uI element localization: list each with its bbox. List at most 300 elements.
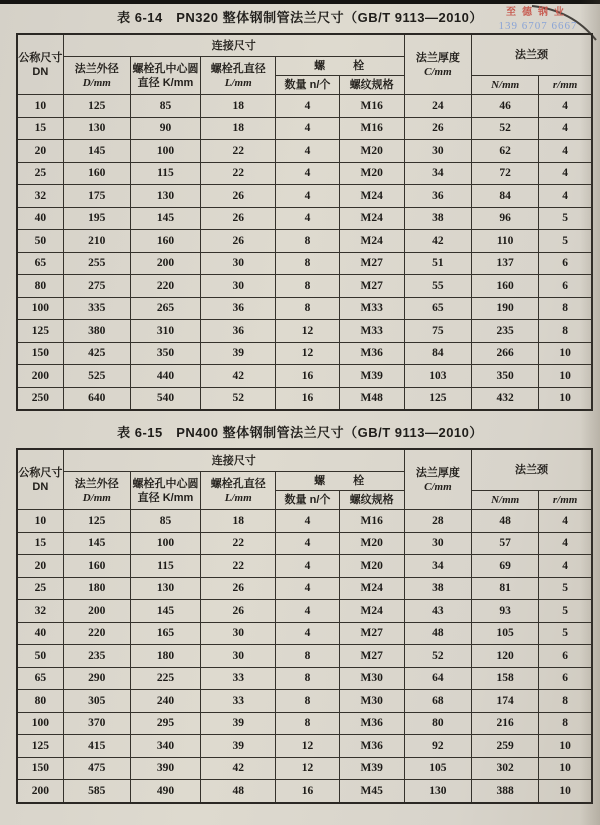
table-cell: 525 [63, 365, 130, 388]
table-row [17, 162, 592, 185]
table-cell: 22 [201, 555, 276, 578]
col-header-bolt-count: 数量 n/个 [276, 76, 339, 95]
table-row [17, 365, 592, 388]
header-d-symbol: D/mm [82, 491, 111, 504]
table-header [17, 34, 592, 95]
table-cell: 65 [17, 667, 63, 690]
table-cell: 10 [17, 95, 63, 118]
table-cell: M27 [339, 622, 404, 645]
header-dn-symbol: DN [32, 65, 49, 78]
table-cell: 4 [276, 140, 339, 163]
table-cell: 100 [130, 140, 200, 163]
col-header-bolt-group: 螺 栓 [276, 57, 404, 76]
col-header-neck-n: N/mm [472, 491, 539, 510]
table-cell: M16 [339, 510, 404, 533]
col-header-nominal-size [17, 449, 63, 510]
table-cell: 85 [130, 510, 200, 533]
table-cell: 96 [472, 207, 539, 230]
table-cell: 440 [130, 365, 200, 388]
col-header-thread-spec: 螺纹规格 [339, 491, 404, 510]
table-cell: 130 [130, 185, 200, 208]
table-cell: 48 [404, 622, 471, 645]
table-cell: 4 [276, 510, 339, 533]
table-cell: 145 [63, 140, 130, 163]
table-cell: M33 [339, 297, 404, 320]
col-header-bolt-count: 数量 n/个 [276, 491, 339, 510]
table-cell: 8 [276, 230, 339, 253]
table-cell: 34 [404, 555, 471, 578]
table-cell: 137 [472, 252, 539, 275]
table-cell: 42 [201, 365, 276, 388]
table-cell: 52 [404, 645, 471, 668]
table-cell: 20 [17, 555, 63, 578]
table-cell: 8 [276, 712, 339, 735]
table-row [17, 510, 592, 533]
table-cell: M33 [339, 320, 404, 343]
table-row [17, 297, 592, 320]
table-header [17, 449, 592, 510]
table-row [17, 95, 592, 118]
table-cell: 174 [472, 690, 539, 713]
table-row [17, 555, 592, 578]
table-cell: 125 [63, 95, 130, 118]
table-row [17, 735, 592, 758]
table-6-15-block [0, 411, 600, 804]
table-row [17, 387, 592, 410]
table-cell: 90 [130, 117, 200, 140]
table-cell: 4 [276, 207, 339, 230]
table-cell: 12 [276, 735, 339, 758]
table-cell: 26 [201, 185, 276, 208]
table-cell: 216 [472, 712, 539, 735]
table-cell: 62 [472, 140, 539, 163]
table-cell: 4 [539, 510, 592, 533]
table-cell: 93 [472, 600, 539, 623]
table-6-15-title: 表 6-15 PN400 整体钢制管法兰尺寸（GB/T 9113—2010） [117, 425, 483, 440]
table-cell: 8 [539, 712, 592, 735]
table-cell: 16 [276, 780, 339, 803]
table-cell: 4 [276, 577, 339, 600]
table-cell: 57 [472, 532, 539, 555]
table-cell: 8 [276, 667, 339, 690]
header-l-symbol: L/mm [224, 76, 252, 89]
table-cell: 150 [17, 342, 63, 365]
header-d-symbol: D/mm [82, 76, 111, 89]
table-row [17, 757, 592, 780]
col-header-bolt-hole-diameter [201, 57, 276, 95]
table-row [17, 275, 592, 298]
table-cell: M24 [339, 207, 404, 230]
table-cell: 52 [472, 117, 539, 140]
table-cell: 490 [130, 780, 200, 803]
table-cell: 22 [201, 532, 276, 555]
table-cell: 36 [201, 297, 276, 320]
table-cell: 10 [539, 757, 592, 780]
table-cell: 340 [130, 735, 200, 758]
table-cell: 350 [472, 365, 539, 388]
table-cell: 68 [404, 690, 471, 713]
table-cell: 26 [201, 230, 276, 253]
table-cell: 4 [276, 185, 339, 208]
table-cell: 46 [472, 95, 539, 118]
table-cell: 225 [130, 667, 200, 690]
table-cell: 200 [130, 252, 200, 275]
table-cell: 235 [63, 645, 130, 668]
table-cell: 20 [17, 140, 63, 163]
table-cell: 16 [276, 387, 339, 410]
header-thickness-label: 法兰厚度 [415, 466, 460, 479]
table-cell: 250 [17, 387, 63, 410]
table-cell: 540 [130, 387, 200, 410]
watermark-phone-number: 139 6707 6667 [498, 19, 578, 32]
table-cell: 40 [17, 207, 63, 230]
table-cell: 175 [63, 185, 130, 208]
table-cell: 310 [130, 320, 200, 343]
table-cell: M36 [339, 342, 404, 365]
table-cell: 18 [201, 117, 276, 140]
table-cell: 150 [17, 757, 63, 780]
table-cell: 105 [472, 622, 539, 645]
table-row [17, 667, 592, 690]
table-cell: 55 [404, 275, 471, 298]
table-cell: 92 [404, 735, 471, 758]
table-cell: 125 [404, 387, 471, 410]
col-header-flange-neck: 法兰颈 [472, 34, 592, 76]
table-cell: 22 [201, 140, 276, 163]
table-cell: 160 [63, 162, 130, 185]
table-cell: 8 [276, 252, 339, 275]
table-cell: 350 [130, 342, 200, 365]
table-cell: 5 [539, 600, 592, 623]
flange-table-pn320 [16, 33, 593, 411]
col-header-bolt-circle [130, 57, 200, 95]
table-cell: 10 [539, 365, 592, 388]
table-cell: M27 [339, 275, 404, 298]
table-cell: 81 [472, 577, 539, 600]
table-row [17, 207, 592, 230]
table-cell: 585 [63, 780, 130, 803]
table-cell: 380 [63, 320, 130, 343]
table-row [17, 645, 592, 668]
table-cell: 25 [17, 162, 63, 185]
table-cell: 145 [130, 207, 200, 230]
table-cell: M20 [339, 555, 404, 578]
table-cell: 4 [276, 600, 339, 623]
table-cell: 48 [201, 780, 276, 803]
table-cell: 5 [539, 230, 592, 253]
table-cell: 8 [276, 275, 339, 298]
table-cell: 180 [130, 645, 200, 668]
table-cell: 265 [130, 297, 200, 320]
table-row [17, 342, 592, 365]
table-cell: 220 [130, 275, 200, 298]
header-dn-label: 公称尺寸 [18, 51, 63, 64]
table-cell: 425 [63, 342, 130, 365]
table-cell: 295 [130, 712, 200, 735]
header-dn-label: 公称尺寸 [18, 466, 63, 479]
table-row [17, 117, 592, 140]
table-cell: 200 [17, 365, 63, 388]
table-cell: 72 [472, 162, 539, 185]
scan-edge-strip [0, 0, 600, 4]
table-cell: 115 [130, 162, 200, 185]
header-thickness-symbol: C/mm [424, 65, 452, 78]
col-header-neck-r: r/mm [539, 491, 592, 510]
table-cell: 80 [404, 712, 471, 735]
table-cell: M30 [339, 690, 404, 713]
col-header-outer-diameter [63, 57, 130, 95]
table-cell: 50 [17, 230, 63, 253]
table-cell: 18 [201, 95, 276, 118]
table-cell: 165 [130, 622, 200, 645]
col-header-nominal-size [17, 34, 63, 95]
table-cell: 5 [539, 622, 592, 645]
table-cell: 8 [539, 690, 592, 713]
table-cell: 115 [130, 555, 200, 578]
table-cell: 235 [472, 320, 539, 343]
table-row [17, 780, 592, 803]
table-cell: M30 [339, 667, 404, 690]
table-cell: 220 [63, 622, 130, 645]
table-cell: M20 [339, 162, 404, 185]
table-cell: 84 [472, 185, 539, 208]
table-cell: 38 [404, 577, 471, 600]
table-cell: 200 [17, 780, 63, 803]
table-cell: M27 [339, 645, 404, 668]
table-cell: 125 [17, 735, 63, 758]
table-cell: 8 [276, 645, 339, 668]
table-cell: 388 [472, 780, 539, 803]
table-cell: 65 [17, 252, 63, 275]
col-header-flange-thickness [404, 449, 471, 510]
table-cell: M16 [339, 95, 404, 118]
table-cell: 4 [276, 117, 339, 140]
table-cell: 10 [17, 510, 63, 533]
table-cell: 40 [17, 622, 63, 645]
table-cell: 6 [539, 275, 592, 298]
table-cell: 6 [539, 667, 592, 690]
table-cell: 12 [276, 757, 339, 780]
col-header-connection-dims: 连接尺寸 [63, 449, 404, 472]
table-cell: M24 [339, 577, 404, 600]
header-k-symbol: 直径 K/mm [137, 76, 194, 89]
table-cell: 370 [63, 712, 130, 735]
table-cell: 415 [63, 735, 130, 758]
table-cell: 130 [130, 577, 200, 600]
table-cell: 290 [63, 667, 130, 690]
table-cell: 110 [472, 230, 539, 253]
table-cell: 390 [130, 757, 200, 780]
table-cell: 160 [130, 230, 200, 253]
header-thickness-symbol: C/mm [424, 480, 452, 493]
table-cell: M24 [339, 600, 404, 623]
table-cell: 275 [63, 275, 130, 298]
header-d-label: 法兰外径 [74, 477, 119, 490]
table-cell: 259 [472, 735, 539, 758]
table-row [17, 252, 592, 275]
table-cell: 5 [539, 207, 592, 230]
table-cell: M39 [339, 757, 404, 780]
table-cell: 30 [201, 645, 276, 668]
table-cell: 43 [404, 600, 471, 623]
table-cell: 10 [539, 780, 592, 803]
table-row [17, 532, 592, 555]
table-cell: 25 [17, 577, 63, 600]
table-cell: 4 [539, 185, 592, 208]
table-cell: 42 [404, 230, 471, 253]
table-cell: 180 [63, 577, 130, 600]
table-row [17, 140, 592, 163]
table-cell: 80 [17, 275, 63, 298]
table-cell: 39 [201, 735, 276, 758]
table-cell: 130 [404, 780, 471, 803]
table-cell: 22 [201, 162, 276, 185]
table-cell: 10 [539, 735, 592, 758]
col-header-flange-thickness [404, 34, 471, 95]
table-row [17, 600, 592, 623]
table-cell: 36 [201, 320, 276, 343]
table-cell: 30 [201, 622, 276, 645]
table-cell: 34 [404, 162, 471, 185]
table-cell: 100 [17, 712, 63, 735]
table-cell: 28 [404, 510, 471, 533]
table-cell: M39 [339, 365, 404, 388]
table-6-15-body [17, 510, 592, 803]
table-cell: M16 [339, 117, 404, 140]
header-l-label: 螺栓孔直径 [210, 62, 266, 75]
table-cell: M20 [339, 532, 404, 555]
table-cell: 100 [130, 532, 200, 555]
table-cell: 12 [276, 342, 339, 365]
table-cell: 640 [63, 387, 130, 410]
table-row [17, 712, 592, 735]
table-cell: 75 [404, 320, 471, 343]
table-row [17, 185, 592, 208]
table-cell: 33 [201, 667, 276, 690]
table-cell: M24 [339, 185, 404, 208]
table-6-14-title: 表 6-14 PN320 整体钢制管法兰尺寸（GB/T 9113—2010） [117, 10, 483, 25]
table-cell: M27 [339, 252, 404, 275]
col-header-thread-spec: 螺纹规格 [339, 76, 404, 95]
table-cell: 4 [539, 140, 592, 163]
table-cell: 38 [404, 207, 471, 230]
table-cell: 195 [63, 207, 130, 230]
table-cell: 26 [201, 600, 276, 623]
table-cell: 30 [201, 252, 276, 275]
col-header-flange-neck: 法兰颈 [472, 449, 592, 491]
table-cell: 51 [404, 252, 471, 275]
header-k-label: 螺栓孔中心圆 [132, 62, 199, 75]
table-cell: 210 [63, 230, 130, 253]
table-cell: 6 [539, 252, 592, 275]
table-6-14-body [17, 95, 592, 411]
table-cell: 8 [276, 690, 339, 713]
header-dn-symbol: DN [32, 480, 49, 493]
table-row [17, 690, 592, 713]
table-cell: M36 [339, 712, 404, 735]
table-cell: 39 [201, 712, 276, 735]
table-cell: 6 [539, 645, 592, 668]
table-cell: 432 [472, 387, 539, 410]
header-l-symbol: L/mm [224, 491, 252, 504]
table-cell: 12 [276, 320, 339, 343]
table-cell: 4 [539, 555, 592, 578]
table-cell: 85 [130, 95, 200, 118]
header-k-label: 螺栓孔中心圆 [132, 477, 199, 490]
col-header-neck-n: N/mm [472, 76, 539, 95]
table-cell: 255 [63, 252, 130, 275]
table-cell: 42 [201, 757, 276, 780]
table-row [17, 622, 592, 645]
table-cell: 4 [276, 162, 339, 185]
col-header-neck-r: r/mm [539, 76, 592, 95]
table-cell: 302 [472, 757, 539, 780]
table-cell: 4 [276, 95, 339, 118]
table-cell: 18 [201, 510, 276, 533]
table-cell: 30 [404, 140, 471, 163]
col-header-connection-dims: 连接尺寸 [63, 34, 404, 57]
table-cell: 24 [404, 95, 471, 118]
col-header-bolt-hole-diameter [201, 472, 276, 510]
table-cell: 15 [17, 117, 63, 140]
table-cell: 26 [201, 577, 276, 600]
table-cell: 26 [404, 117, 471, 140]
table-cell: 130 [63, 117, 130, 140]
table-cell: 15 [17, 532, 63, 555]
table-cell: M24 [339, 230, 404, 253]
table-cell: 8 [276, 297, 339, 320]
table-cell: 4 [276, 532, 339, 555]
table-cell: 26 [201, 207, 276, 230]
table-cell: 160 [63, 555, 130, 578]
header-d-label: 法兰外径 [74, 62, 119, 75]
table-cell: 10 [539, 387, 592, 410]
header-l-label: 螺栓孔直径 [210, 477, 266, 490]
table-cell: 105 [404, 757, 471, 780]
table-cell: 4 [539, 117, 592, 140]
header-thickness-label: 法兰厚度 [415, 51, 460, 64]
table-cell: 84 [404, 342, 471, 365]
table-cell: M36 [339, 735, 404, 758]
table-cell: 240 [130, 690, 200, 713]
table-cell: 10 [539, 342, 592, 365]
table-cell: 335 [63, 297, 130, 320]
table-cell: M48 [339, 387, 404, 410]
header-k-symbol: 直径 K/mm [137, 491, 194, 504]
watermark [484, 7, 592, 33]
table-cell: 69 [472, 555, 539, 578]
table-cell: 5 [539, 577, 592, 600]
table-cell: 8 [539, 297, 592, 320]
table-cell: 8 [539, 320, 592, 343]
table-cell: 4 [276, 622, 339, 645]
table-cell: 145 [130, 600, 200, 623]
table-cell: 4 [276, 555, 339, 578]
table-6-14-block [0, 0, 600, 411]
table-cell: 50 [17, 645, 63, 668]
table-cell: 158 [472, 667, 539, 690]
col-header-bolt-group: 螺 栓 [276, 472, 404, 491]
table-cell: 4 [539, 532, 592, 555]
table-cell: 65 [404, 297, 471, 320]
table-cell: 4 [539, 162, 592, 185]
col-header-outer-diameter [63, 472, 130, 510]
col-header-bolt-circle [130, 472, 200, 510]
table-cell: 305 [63, 690, 130, 713]
table-cell: 52 [201, 387, 276, 410]
table-cell: 32 [17, 600, 63, 623]
table-cell: 4 [539, 95, 592, 118]
